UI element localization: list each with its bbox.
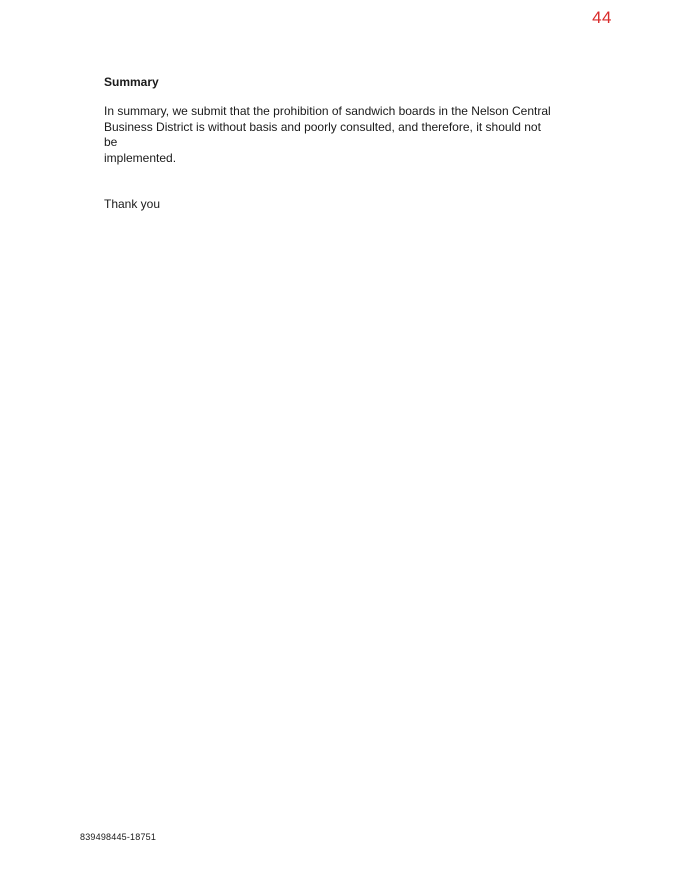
paragraph-line: In summary, we submit that the prohibition of sandwich boards in the Nelson Central xyxy=(104,104,551,118)
section-heading: Summary xyxy=(104,75,159,89)
document-body xyxy=(104,75,554,212)
document-id: 839498445-18751 xyxy=(80,832,157,842)
paragraph-line: Business District is without basis and poorly consulted, and therefore, it should not be xyxy=(104,119,541,149)
paragraph-line: implemented. xyxy=(104,150,177,165)
page-number: 44 xyxy=(592,8,612,27)
closing-text: Thank you xyxy=(104,197,161,211)
summary-paragraph xyxy=(104,104,554,166)
